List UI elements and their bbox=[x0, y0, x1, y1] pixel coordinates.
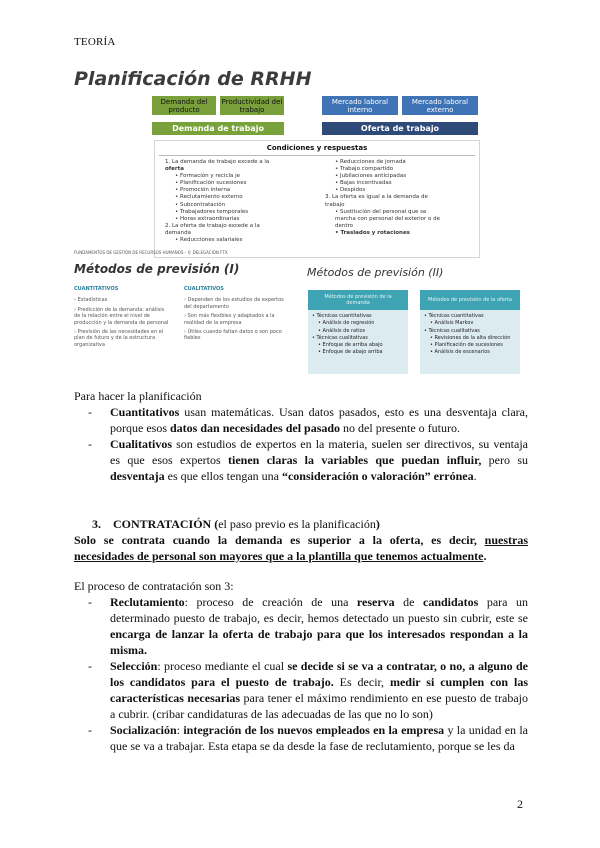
list-item: › Predicción de la demanda: análisis de la relación entre el nivel de producción y la demanda de personal bbox=[74, 306, 169, 326]
list-item: › Útiles cuando faltan datos o son poco fiables bbox=[184, 329, 282, 342]
cond-item: trabajo bbox=[325, 201, 345, 208]
conditions-title: Condiciones y respuestas bbox=[266, 144, 368, 152]
cond-item: • Horas extraordinarias bbox=[175, 215, 240, 222]
cond-item: 3. La oferta es igual a la demanda de bbox=[325, 194, 428, 201]
bullet-reclutamiento: - Reclutamiento: proceso de creación de una reserva de candidatos para un determinado puesto de trabajo, es decir, hemos detectado un puesto sin cubrir, este se encarga de lanzar la oferta de trabajo para que los interesados respondan a la misma. bbox=[88, 595, 529, 657]
cond-item: • Sustitución del personal que se bbox=[335, 208, 427, 215]
list-item: › Estadísticas bbox=[74, 297, 108, 304]
list-item: • Técnicas cualitativas bbox=[424, 327, 480, 334]
cond-item: • Reducciones salariales bbox=[175, 237, 243, 244]
cond-item: • Trabajadores temporales bbox=[175, 208, 249, 215]
conditions-right-column bbox=[325, 159, 440, 237]
bullet-socializacion: - Socialización: integración de los nuevos empleados en la empresa y la unidad en la que se va a trabajar. Esta etapa se da desde la fase de reclutamiento, porque se les da bbox=[88, 723, 528, 753]
list-item: • Análisis de escenarios bbox=[430, 349, 490, 356]
section-paragraph: Solo se contrata cuando la demanda es superior a la oferta, es decir, nuestras necesidades de personal son mayores que a la plantilla que tenemos actualmente. bbox=[74, 533, 528, 563]
column-heading: Métodos de previsión de la oferta bbox=[420, 290, 520, 310]
list-item: • Enfoque de abajo arriba bbox=[318, 349, 383, 356]
cond-item: • Despidos bbox=[335, 187, 366, 194]
intro-paragraph: Para hacer la planificación bbox=[74, 389, 202, 403]
page-number: 2 bbox=[517, 797, 523, 811]
box-productividad: Productividad del trabajo bbox=[221, 97, 283, 114]
cond-item: • Bajas incentivadas bbox=[335, 180, 392, 187]
list-item: • Técnicas cualitativas bbox=[312, 334, 368, 341]
list-item: • Técnicas cuantitativas bbox=[312, 313, 372, 319]
list-item: • Análisis Markov bbox=[430, 320, 474, 327]
cond-item: demanda bbox=[165, 229, 191, 236]
slide-planificacion-rrhh bbox=[74, 68, 469, 256]
cuantitativos-column bbox=[74, 286, 170, 351]
cond-item: • Subcontratación bbox=[175, 201, 226, 208]
list-item: › Previsión de las necesidades en el plan de futuro y de la estructura organizativa bbox=[74, 329, 164, 348]
cond-item: • Formación y recicla je bbox=[175, 173, 241, 180]
column-heading: CUANTITATIVOS bbox=[74, 286, 119, 292]
cualitativos-column bbox=[184, 286, 284, 345]
box-mercado-externo: Mercado laboral externo bbox=[402, 96, 478, 115]
list-item: • Enfoque de arriba abajo bbox=[318, 342, 383, 349]
column-heading: CUALITATIVOS bbox=[184, 286, 224, 292]
cond-item: marcha con personal del exterior o de bbox=[335, 215, 441, 222]
cond-item: dentro bbox=[335, 222, 354, 229]
conditions-divider bbox=[159, 155, 475, 156]
list-item: • Análisis de ratios bbox=[318, 327, 366, 334]
cond-item: • Reducciones de jornada bbox=[335, 159, 406, 165]
list-item: • Análisis de regresión bbox=[318, 320, 375, 327]
cond-item: • Traslados y rotaciones bbox=[335, 229, 410, 236]
bullet-seleccion: - Selección: proceso mediante el cual se decide si se va a contratar, o no, a alguno de los candidatos para el puesto de trabajo. Es decir, medir si cumplen con las características necesarias para tener el máximo rendimiento en ese puesto de trabajo a cubrir. (cribar candidaturas de las adecuadas de las que no lo son) bbox=[88, 659, 529, 721]
conditions-left-column bbox=[165, 159, 269, 244]
list-item: › Dependen de los estudios de expertos del departamento bbox=[184, 297, 284, 310]
box-demanda-producto: Demanda del producto bbox=[152, 96, 216, 115]
cond-item: 2. La oferta de trabajo excede a la bbox=[165, 222, 260, 229]
slide-title: Métodos de previsión (II) bbox=[307, 266, 444, 279]
cond-item: • Reclutamiento externo bbox=[175, 194, 243, 201]
slide-title: Planificación de RRHH bbox=[74, 68, 312, 90]
slide-source: FUNDAMENTOS DE GESTIÓN DE RECURSOS HUMANOS - © DELEGACIÓN FTX bbox=[74, 250, 228, 255]
bullet-cualitativos: - Cualitativos son estudios de expertos en la materia, suelen ser directivos, su ventaja es que esos expertos tienen claras la variables que puedan influir, pero su desventaja es que ellos tengan una “consideración o valoración” errónea. bbox=[88, 437, 529, 483]
box-mercado-interno: Mercado laboral interno bbox=[322, 96, 398, 115]
bar-demanda-trabajo: Demanda de trabajo bbox=[152, 122, 284, 135]
slide-metodos-prevision-1 bbox=[74, 262, 286, 366]
section-heading: 3. CONTRATACIÓN (el paso previo es la planificación) bbox=[92, 517, 380, 531]
cond-item: 1. La demanda de trabajo excede a la bbox=[165, 159, 270, 165]
list-item: • Técnicas cuantitativas bbox=[424, 313, 484, 319]
list-item: • Revisiones de la alta dirección bbox=[430, 334, 511, 341]
cond-item: oferta bbox=[165, 166, 184, 173]
list-item: • Planificación de sucesiones bbox=[430, 342, 503, 349]
cond-item: • Trabajo compartido bbox=[335, 166, 394, 173]
list-item: › Son más flexibles y adaptados a la realidad de la empresa bbox=[184, 313, 275, 326]
cond-item: • Planificación sucesiones bbox=[175, 180, 247, 187]
bar-oferta-trabajo: Oferta de trabajo bbox=[322, 122, 478, 135]
process-intro: El proceso de contratación son 3: bbox=[74, 579, 234, 593]
demanda-methods-column bbox=[308, 290, 408, 374]
slide-metodos-prevision-2 bbox=[302, 266, 532, 384]
slide-title: Métodos de previsión (I) bbox=[74, 262, 240, 276]
cond-item: • Jubilaciones anticipadas bbox=[335, 173, 407, 180]
conditions-panel bbox=[154, 140, 480, 258]
oferta-methods-column bbox=[420, 290, 520, 374]
page-header: TEORÍA bbox=[74, 36, 116, 48]
cond-item: • Promoción interna bbox=[175, 187, 231, 194]
column-heading: Métodos de previsión de la demanda bbox=[308, 290, 408, 310]
bullet-cuantitativos: - Cuantitativos usan matemáticas. Usan datos pasados, esto es una desventaja clara, porque esos datos dan necesidades del pasado no del presente o futuro. bbox=[88, 405, 528, 435]
